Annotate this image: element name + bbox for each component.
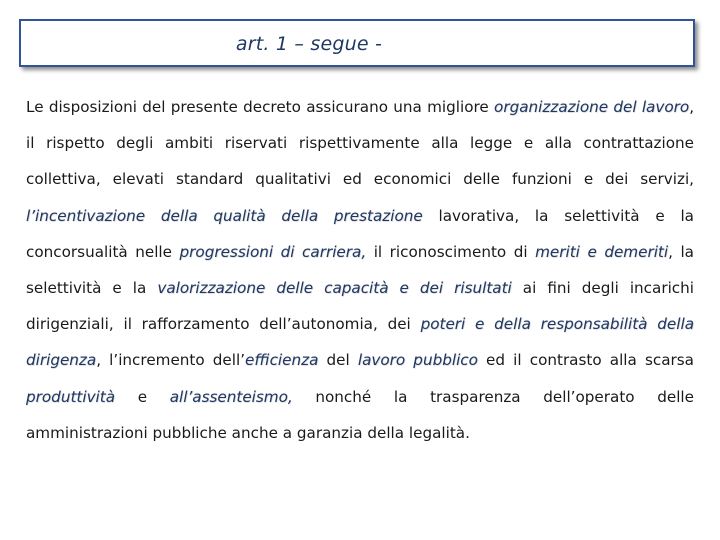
highlighted-phrase: poteri e della responsabilità della dirigenza (26, 315, 694, 370)
text-segment: ai fini degli incarichi dirigenziali, il rafforzamento dell’autonomia, dei (26, 279, 694, 334)
text-segment: , il rispetto degli ambiti riservati rispettivamente alla legge e alla contrattazione collettiva, elevati standard qualitativi ed economici delle funzioni e dei servizi, (26, 98, 695, 189)
highlighted-phrase: produttività (26, 387, 116, 406)
article-paragraph (26, 89, 694, 451)
highlighted-phrase: organizzazione del lavoro (494, 98, 690, 116)
text-segment: , l’incremento dell’ (96, 351, 246, 370)
text-segment: nonché la trasparenza dell’operato delle amministrazioni pubbliche anche a garanzia della legalità. (26, 387, 694, 442)
text-segment: del (318, 351, 358, 370)
highlighted-phrase: progressioni di carriera, (179, 242, 367, 261)
text-segment: lavorativa, la selettività e la concorsualità nelle (26, 206, 694, 261)
title-box (19, 19, 695, 67)
text-segment: il riconoscimento di (366, 242, 536, 261)
highlighted-phrase: lavoro pubblico (357, 351, 478, 370)
text-segment: Le disposizioni del presente decreto assicurano una migliore (26, 98, 495, 116)
highlighted-phrase: meriti e demeriti (535, 242, 669, 261)
text-segment: e (115, 387, 170, 406)
highlighted-phrase: all’assenteismo, (169, 387, 293, 406)
text-segment: ed il contrasto alla scarsa (477, 351, 694, 370)
highlighted-phrase: l’incentivazione della qualità della prestazione (26, 206, 423, 225)
highlighted-phrase: valorizzazione delle capacità e dei risultati (157, 279, 512, 298)
highlighted-phrase: efficienza (245, 351, 319, 370)
text-segment: , la selettività e la (26, 242, 694, 298)
page-title: art. 1 – segue - (235, 33, 383, 55)
